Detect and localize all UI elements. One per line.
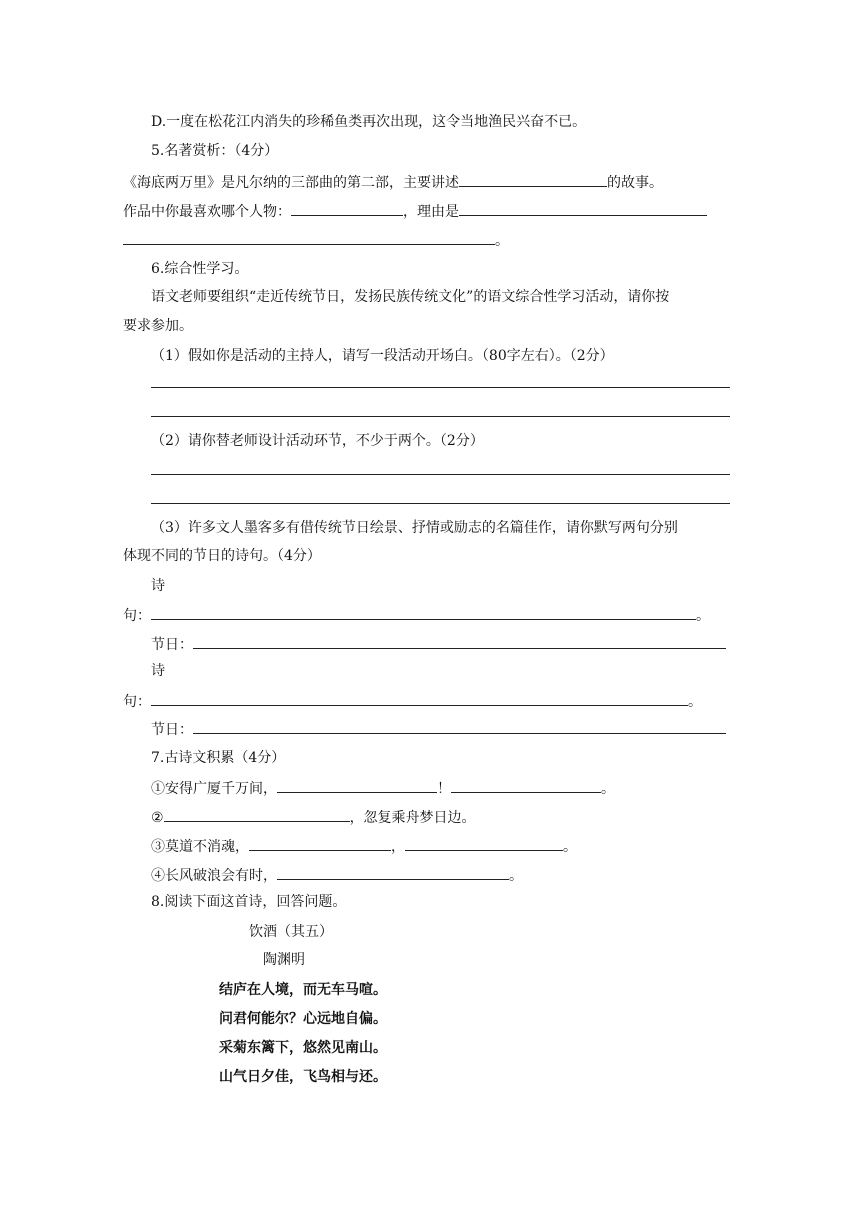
answer-blank[interactable] (193, 633, 726, 649)
festival-label: 节日： (151, 722, 193, 738)
q7-line1 (151, 777, 615, 797)
q7-line4-text: ④长风破浪会有时， (151, 868, 277, 884)
poem-line: 问君何能尔？心远地自偏。 (219, 1011, 387, 1027)
answer-blank[interactable] (151, 690, 688, 706)
q6-sub3-line1: （3）许多文人墨客多有借传统节日绘景、抒情或励志的名篇佳作，请你默写两句分别 (151, 520, 678, 536)
answer-blank[interactable] (249, 835, 391, 851)
q5-line3 (123, 229, 509, 249)
shi-label: 诗 (151, 578, 165, 594)
festival-row-2 (151, 718, 726, 738)
q7-line3-text: ③莫道不消魂， (151, 839, 249, 855)
q7-line1-text: ①安得广厦千万间， (151, 781, 277, 797)
answer-blank[interactable] (459, 171, 607, 187)
answer-blank[interactable] (291, 200, 403, 216)
sentence-end: 。 (696, 608, 710, 624)
q5-line1-text: 《海底两万里》是凡尔纳的三部曲的第二部，主要讲述 (123, 175, 459, 191)
answer-blank[interactable] (459, 200, 707, 216)
q7-line2-text: ，忽复乘舟梦日边。 (349, 810, 476, 826)
answer-blank[interactable] (451, 777, 601, 793)
poem-title: 饮酒（其五） (249, 924, 333, 940)
poem-answer-row-2 (123, 690, 702, 710)
q7-exclaim: ！ (437, 781, 451, 797)
festival-label: 节日： (151, 637, 193, 653)
option-d: D.一度在松花江内消失的珍稀鱼类再次出现，这令当地渔民兴奋不已。 (151, 114, 587, 130)
poem-answer-row-1 (123, 604, 710, 624)
answer-blank[interactable] (277, 777, 437, 793)
q7-line3 (151, 835, 577, 855)
q5-line1 (123, 171, 663, 191)
q6-sub3-line2: 体现不同的节日的诗句。（4分） (123, 548, 321, 564)
q5-line2-text: 作品中你最喜欢哪个人物： (123, 204, 291, 220)
answer-line[interactable] (151, 503, 730, 504)
q5-end: 。 (495, 233, 509, 249)
answer-line[interactable] (151, 416, 730, 417)
shi-label: 诗 (151, 663, 165, 679)
q7-title: 7.古诗文积累（4分） (151, 750, 286, 766)
answer-blank[interactable] (277, 864, 509, 880)
q7-line2-num: ② (151, 810, 164, 826)
q5-title: 5.名著赏析：（4分） (151, 143, 279, 159)
answer-blank[interactable] (123, 229, 495, 245)
q6-intro-line2: 要求参加。 (123, 318, 193, 334)
answer-blank[interactable] (405, 835, 563, 851)
q7-line4 (151, 864, 523, 884)
q7-line2 (151, 806, 476, 826)
q5-line2 (123, 200, 707, 220)
answer-blank[interactable] (193, 718, 726, 734)
q8-title: 8.阅读下面这首诗，回答问题。 (151, 894, 347, 910)
q6-intro-line1: 语文老师要组织“走近传统节日，发扬民族传统文化”的语文综合性学习活动，请你按 (151, 289, 670, 305)
answer-blank[interactable] (151, 604, 696, 620)
q6-sub2: （2）请你替老师设计活动环节，不少于两个。（2分） (151, 433, 484, 449)
ju-label: 句： (123, 608, 151, 624)
sentence-end: 。 (563, 839, 577, 855)
poem-line: 山气日夕佳，飞鸟相与还。 (219, 1069, 387, 1085)
q5-line1-end: 的故事。 (607, 175, 663, 191)
q7-comma: ， (391, 839, 405, 855)
q6-title: 6.综合性学习。 (151, 261, 249, 277)
q5-line2-mid: ，理由是 (403, 204, 459, 220)
sentence-end: 。 (601, 781, 615, 797)
q6-sub1: （1）假如你是活动的主持人，请写一段活动开场白。（80字左右）。（2分） (151, 348, 614, 364)
answer-blank[interactable] (164, 806, 350, 822)
poem-line: 结庐在人境，而无车马喧。 (219, 982, 387, 998)
festival-row-1 (151, 633, 726, 653)
sentence-end: 。 (509, 868, 523, 884)
poem-author: 陶渊明 (263, 952, 305, 968)
poem-line: 采菊东篱下，悠然见南山。 (219, 1040, 387, 1056)
answer-line[interactable] (151, 474, 730, 475)
answer-line[interactable] (151, 387, 730, 388)
ju-label: 句： (123, 694, 151, 710)
sentence-end: 。 (688, 694, 702, 710)
